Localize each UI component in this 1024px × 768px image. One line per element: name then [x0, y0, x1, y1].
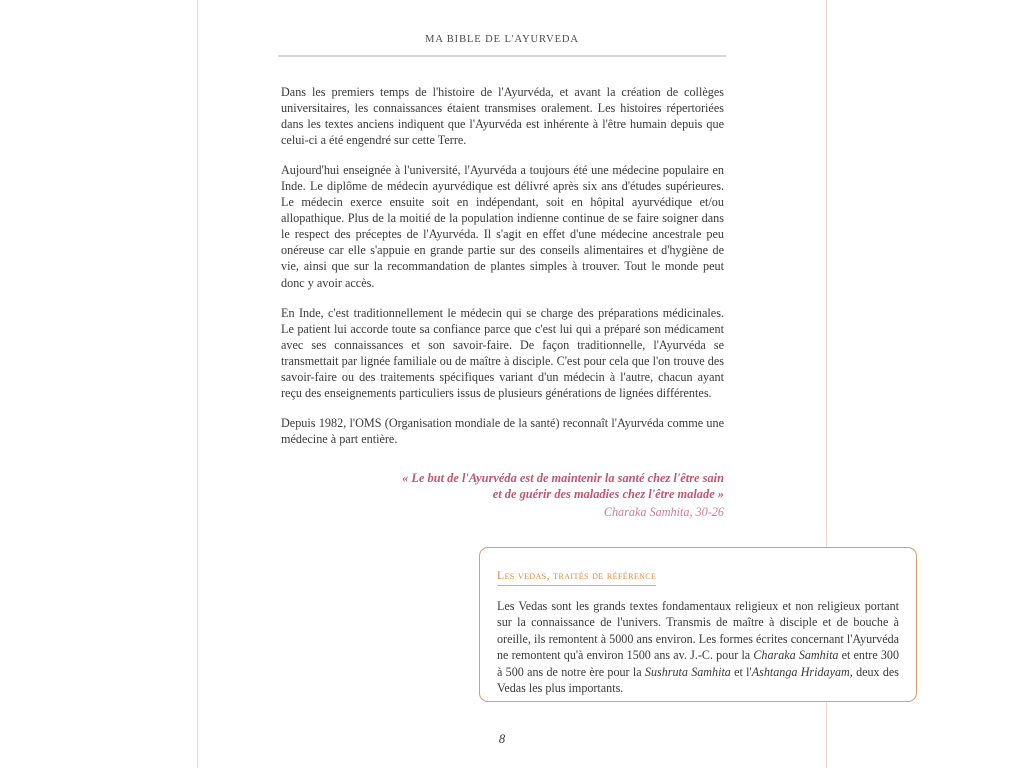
pull-quote-line-2: et de guérir des maladies chez l'être malade » [492, 487, 724, 502]
pull-quote-line-1: « Le but de l'Ayurvéda est de maintenir la santé chez l'être sain [402, 471, 724, 485]
pull-quote-text [281, 470, 724, 503]
info-box [479, 547, 917, 702]
paragraph: Dans les premiers temps de l'histoire de l'Ayurvéda, et avant la création de collèges universitaires, les connaissances étaient transmises oralement. Les histoires répertoriées dans les textes anciens indiquent que l'Ayurvéda est inhérente à l'être humain depuis que celui-ci a été engendré sur cette Terre. [281, 85, 724, 148]
paragraph: Depuis 1982, l'OMS (Organisation mondiale de la santé) reconnaît l'Ayurvéda comme une médecine à part entière. [281, 415, 724, 446]
pull-quote-attribution: Charaka Samhita, 30-26 [603, 504, 724, 519]
body-text-column [281, 84, 724, 447]
info-box-body: Les Vedas sont les grands textes fondamentaux religieux et non religieux portant sur la connaissance de l'univers. Transmis de maître à disciple et de bouche à oreille, ils remontent à 5000 ans environ. Les formes écrites concernant l'Ayurvéda ne remontent qu'à environ 1500 ans av. J.-C. pour la Charaka Samhita et entre 300 à 500 ans de notre ère pour la Sushruta Samhita et l'Ashtanga Hridayam, deux des Vedas les plus importants. [497, 599, 900, 696]
info-box-title: Les vedas, traités de référence [497, 569, 656, 586]
running-head: MA BIBLE DE L'AYURVEDA [425, 34, 579, 45]
paragraph: En Inde, c'est traditionnellement le médecin qui se charge des préparations médicinales. Le patient lui accorde toute sa confiance parce que c'est lui qui a préparé son médicament avec ses connaissances et son savoir-faire. De façon traditionnelle, l'Ayurvéda se transmettait par lignée familiale ou de maître à disciple. C'est pour cela que l'on trouve des savoir-faire ou des traitements spécifiques variant d'un médecin à l'autre, chacun ayant reçu des enseignements particuliers issus de plusieurs générations de lignées différentes. [281, 305, 724, 400]
paragraph: Aujourd'hui enseignée à l'université, l'Ayurvéda a toujours été une médecine populaire en Inde. Le diplôme de médecin ayurvédique est délivré après six ans d'études supérieures. Le médecin exerce ensuite soit en indépendant, soit en hôpital ayurvédique et/ou allopathique. Plus de la moitié de la population indienne continue de se faire soigner dans le respect des préceptes de l'Ayurvéda. Il s'agit en effet d'une médecine ancestrale peu onéreuse car elle s'appuie en grande partie sur des conseils alimentaires et d'hygiène de vie, ainsi que sur la recommandation de plantes simples à trouver. Tout le monde peut donc y avoir accès. [281, 163, 724, 290]
page-number: 8 [498, 732, 506, 746]
pull-quote [281, 470, 724, 520]
header-rule [278, 55, 726, 57]
info-box-inner [480, 548, 916, 710]
page-sheet [198, 0, 900, 768]
